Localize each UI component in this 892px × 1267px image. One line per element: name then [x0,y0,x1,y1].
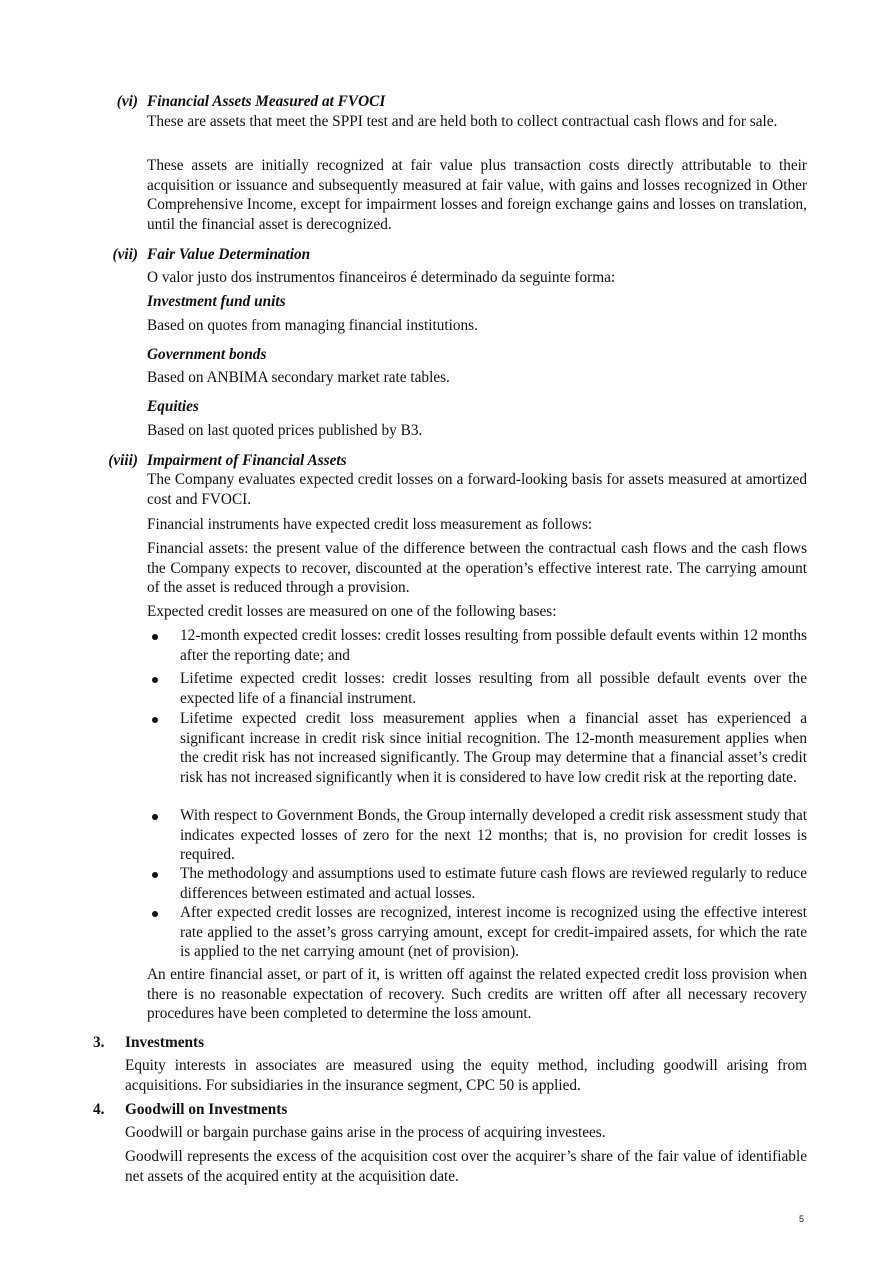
page-number: 5 [799,1214,805,1224]
section-viii-title: Impairment of Financial Assets [147,452,347,469]
section-vi-paragraph-1: These are assets that meet the SPPI test and are held both to collect contractual cash flows and for sale. [147,113,778,130]
section-viii-number: (viii) [108,452,138,469]
bullet-marker [152,814,158,820]
equities-heading: Equities [147,398,199,415]
section-4-paragraph-1: Goodwill or bargain purchase gains arise in the process of acquiring investees. [125,1124,606,1141]
fund-units-text: Based on quotes from managing financial institutions. [147,317,478,334]
section-4-paragraph-2: Goodwill represents the excess of the acquisition cost over the acquirer’s share of the fair value of identifiable net assets of the acquired entity at the acquisition date. [125,1148,807,1185]
section-viii-paragraph-2: Financial instruments have expected credit loss measurement as follows: [147,516,593,533]
section-3-number: 3. [93,1034,105,1051]
government-bonds-text: Based on ANBIMA secondary market rate tables. [147,369,450,386]
bullet-marker [152,911,158,917]
bullet-item-2: Lifetime expected credit losses: credit losses resulting from all possible default events over the expected life of a financial instrument. [180,670,807,707]
section-viii-paragraph-1: The Company evaluates expected credit losses on a forward-looking basis for assets measured at amortized cost and FVOCI. [147,471,807,508]
bullet-marker [152,677,158,683]
section-vi-number: (vi) [116,93,138,110]
section-viii-paragraph-4: Expected credit losses are measured on one of the following bases: [147,603,557,620]
section-vii-title: Fair Value Determination [147,246,311,263]
section-viii-paragraph-3: Financial assets: the present value of the difference between the contractual cash flows and the cash flows the Company expects to recover, discounted at the operation’s effective interest rate. The carrying amount of the asset is reduced through a provision. [147,540,807,596]
bullet-item-3: Lifetime expected credit loss measurement applies when a financial asset has experienced a significant increase in credit risk since initial recognition. The 12-month measurement applies when the credit risk has not increased significantly. The Group may determine that a financial asset’s credit risk has not increased significantly when it is considered to have low credit risk at the reporting date. [180,710,807,786]
section-vi-paragraph-2: These assets are initially recognized at fair value plus transaction costs directly attributable to their acquisition or issuance and subsequently measured at fair value, with gains and losses recognized in Other Comprehensive Income, except for impairment losses and foreign exchange gains and losses on translation, until the financial asset is derecognized. [147,157,807,233]
equities-text: Based on last quoted prices published by B3. [147,422,423,439]
section-3-title: Investments [125,1034,205,1051]
section-vii-intro: O valor justo dos instrumentos financeiros é determinado da seguinte forma: [147,269,616,286]
section-3-text: Equity interests in associates are measured using the equity method, including goodwill arising from acquisitions. For subsidiaries in the insurance segment, CPC 50 is applied. [125,1057,807,1094]
section-4-title: Goodwill on Investments [125,1101,288,1118]
bullet-item-6: After expected credit losses are recognized, interest income is recognized using the effective interest rate applied to the asset’s gross carrying amount, except for credit-impaired assets, for which the rate is applied to the net carrying amount (net of provision). [180,904,807,960]
section-viii-closing: An entire financial asset, or part of it, is written off against the related expected credit loss provision when there is no reasonable expectation of recovery. Such credits are written off after all necessary recovery procedures have been completed to determine the loss amount. [147,966,807,1022]
section-vii-number: (vii) [112,246,138,263]
section-4-number: 4. [93,1101,105,1118]
bullet-item-4: With respect to Government Bonds, the Group internally developed a credit risk assessment study that indicates expected losses of zero for the next 12 months; that is, no provision for credit losses is required. [180,807,807,863]
bullet-marker [152,717,158,723]
section-vi-title: Financial Assets Measured at FVOCI [147,93,386,110]
government-bonds-heading: Government bonds [147,346,267,363]
bullet-marker [152,872,158,878]
bullet-marker [152,634,158,640]
fund-units-heading: Investment fund units [147,293,286,310]
bullet-item-1: 12-month expected credit losses: credit losses resulting from possible default events within 12 months after the reporting date; and [180,627,807,664]
bullet-item-5: The methodology and assumptions used to estimate future cash flows are reviewed regularly to reduce differences between estimated and actual losses. [180,865,807,902]
